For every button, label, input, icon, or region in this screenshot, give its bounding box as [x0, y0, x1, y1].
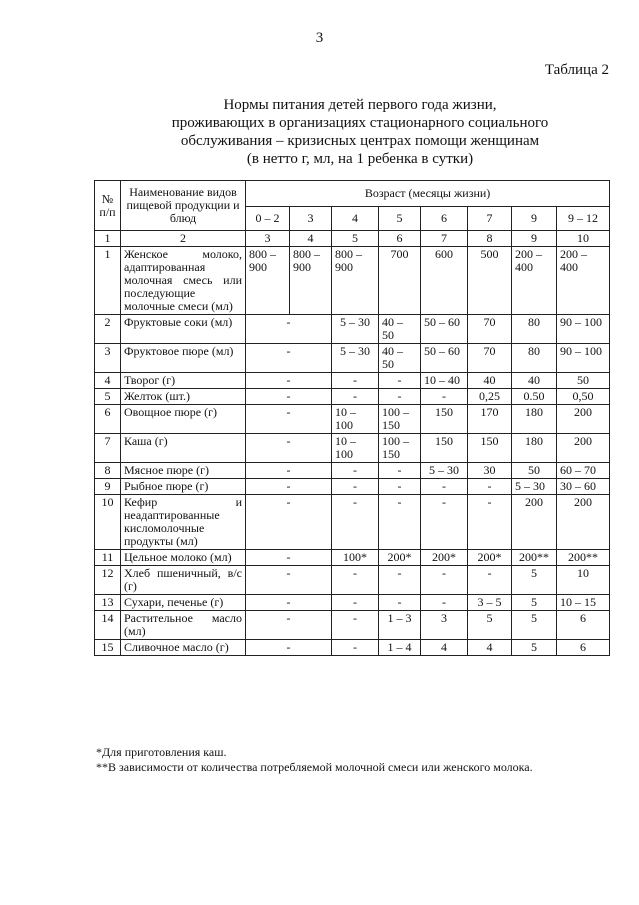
value-cell: 40 – 50: [379, 315, 421, 344]
value-cell-0-3: -: [246, 611, 332, 640]
title-line: (в нетто г, мл, на 1 ребенка в сутки): [246, 151, 474, 167]
age-col: 3: [290, 207, 332, 231]
value-cell: 150: [468, 434, 512, 463]
table-row: [95, 434, 610, 463]
value-cell: 10 – 100: [332, 434, 379, 463]
col-number: 10: [557, 231, 610, 247]
header-age: Возраст (месяцы жизни): [246, 181, 610, 207]
row-number: 13: [95, 595, 121, 611]
age-col: 6: [421, 207, 468, 231]
table-row: [95, 595, 610, 611]
table-row: [95, 640, 610, 656]
table-row: [95, 315, 610, 344]
row-number: 8: [95, 463, 121, 479]
value-cell: 30: [468, 463, 512, 479]
value-cell: -: [332, 611, 379, 640]
value-cell: -: [468, 479, 512, 495]
table-row: [95, 463, 610, 479]
header-row: [95, 181, 610, 207]
value-cell: 180: [512, 405, 557, 434]
row-number: 9: [95, 479, 121, 495]
value-cell: 4: [421, 640, 468, 656]
value-cell: 6: [557, 640, 610, 656]
product-name: Творог (г): [121, 373, 246, 389]
product-name: Кефир и неадаптированные кисломолочные продукты (мл): [121, 495, 246, 550]
value-cell: 5 – 30: [332, 344, 379, 373]
value-cell: 70: [468, 315, 512, 344]
value-cell: 180: [512, 434, 557, 463]
product-name: Женское молоко, адаптированная молочная смесь или последующие молочные смеси (мл): [121, 247, 246, 315]
product-name: Цельное молоко (мл): [121, 550, 246, 566]
age-col: 4: [332, 207, 379, 231]
table-row: [95, 344, 610, 373]
product-name: Фруктовое пюре (мл): [121, 344, 246, 373]
value-cell: -: [332, 640, 379, 656]
header-name: Наименование видов пищевой продукции и блюд: [121, 181, 246, 231]
value-cell: 800 – 900: [246, 247, 290, 315]
value-cell: 100*: [332, 550, 379, 566]
value-cell-0-3: -: [246, 405, 332, 434]
value-cell: 200: [557, 434, 610, 463]
value-cell: -: [332, 389, 379, 405]
row-number: 15: [95, 640, 121, 656]
value-cell: -: [332, 479, 379, 495]
value-cell: 50 – 60: [421, 315, 468, 344]
row-number: 4: [95, 373, 121, 389]
table-label: Таблица 2: [544, 62, 609, 78]
product-name: Мясное пюре (г): [121, 463, 246, 479]
table-row: [95, 611, 610, 640]
value-cell: 200*: [379, 550, 421, 566]
age-col: 0 – 2: [246, 207, 290, 231]
value-cell: 5 – 30: [332, 315, 379, 344]
value-cell: 40 – 50: [379, 344, 421, 373]
value-cell: 150: [421, 434, 468, 463]
value-cell: -: [379, 373, 421, 389]
page-number: 3: [315, 30, 324, 46]
value-cell: 0.50: [512, 389, 557, 405]
row-number: 11: [95, 550, 121, 566]
value-cell: -: [332, 595, 379, 611]
col-number: 9: [512, 231, 557, 247]
table-title: [90, 96, 630, 168]
product-name: Сливочное масло (г): [121, 640, 246, 656]
value-cell: 80: [512, 344, 557, 373]
age-col: 5: [379, 207, 421, 231]
product-name: Растительное масло (мл): [121, 611, 246, 640]
value-cell: 6: [557, 611, 610, 640]
age-col: 9 – 12: [557, 207, 610, 231]
value-cell: 90 – 100: [557, 315, 610, 344]
row-number: 6: [95, 405, 121, 434]
value-cell: -: [421, 566, 468, 595]
product-name: Фруктовые соки (мл): [121, 315, 246, 344]
row-number: 2: [95, 315, 121, 344]
value-cell: 200 – 400: [512, 247, 557, 315]
value-cell-0-3: -: [246, 595, 332, 611]
value-cell: 500: [468, 247, 512, 315]
row-number: 7: [95, 434, 121, 463]
row-number: 3: [95, 344, 121, 373]
col-number: 2: [121, 231, 246, 247]
value-cell: 30 – 60: [557, 479, 610, 495]
value-cell: 40: [512, 373, 557, 389]
value-cell: 70: [468, 344, 512, 373]
age-col: 7: [468, 207, 512, 231]
value-cell-0-3: -: [246, 640, 332, 656]
value-cell: 60 – 70: [557, 463, 610, 479]
value-cell: 5: [512, 640, 557, 656]
value-cell-0-3: -: [246, 373, 332, 389]
col-number: 4: [290, 231, 332, 247]
value-cell: 50: [557, 373, 610, 389]
col-number: 7: [421, 231, 468, 247]
value-cell: -: [332, 566, 379, 595]
product-name: Овощное пюре (г): [121, 405, 246, 434]
value-cell: 40: [468, 373, 512, 389]
value-cell: 100 – 150: [379, 434, 421, 463]
value-cell: -: [421, 495, 468, 550]
value-cell: 5 – 30: [512, 479, 557, 495]
value-cell: 5: [512, 595, 557, 611]
value-cell: 200: [512, 495, 557, 550]
col-number: 8: [468, 231, 512, 247]
table-row: [95, 247, 610, 315]
nutrition-norms-table: [94, 180, 610, 656]
value-cell-0-3: -: [246, 434, 332, 463]
row-number: 5: [95, 389, 121, 405]
value-cell: 200*: [421, 550, 468, 566]
product-name: Хлеб пшеничный, в/с (г): [121, 566, 246, 595]
value-cell: -: [332, 373, 379, 389]
title-line: проживающих в организациях стационарного социального: [171, 115, 549, 131]
age-col: 9: [512, 207, 557, 231]
value-cell: 200**: [557, 550, 610, 566]
value-cell: 170: [468, 405, 512, 434]
value-cell: 600: [421, 247, 468, 315]
value-cell-0-3: -: [246, 495, 332, 550]
row-number: 12: [95, 566, 121, 595]
row-number: 14: [95, 611, 121, 640]
footnote: **В зависимости от количества потребляемой молочной смеси или женского молока.: [96, 760, 533, 774]
value-cell: -: [379, 479, 421, 495]
value-cell: -: [379, 389, 421, 405]
col-number: 5: [332, 231, 379, 247]
table-row: [95, 479, 610, 495]
value-cell: -: [421, 595, 468, 611]
product-name: Каша (г): [121, 434, 246, 463]
value-cell: 0,25: [468, 389, 512, 405]
value-cell: 5: [468, 611, 512, 640]
value-cell: 50: [512, 463, 557, 479]
value-cell: -: [332, 495, 379, 550]
value-cell: -: [379, 463, 421, 479]
value-cell: 50 – 60: [421, 344, 468, 373]
value-cell: 0,50: [557, 389, 610, 405]
value-cell: 100 – 150: [379, 405, 421, 434]
value-cell-0-3: -: [246, 463, 332, 479]
row-number: 1: [95, 247, 121, 315]
title-line: Нормы питания детей первого года жизни,: [223, 97, 497, 113]
col-number: 6: [379, 231, 421, 247]
product-name: Сухари, печенье (г): [121, 595, 246, 611]
value-cell: -: [468, 566, 512, 595]
value-cell: 5: [512, 566, 557, 595]
value-cell: 800 – 900: [332, 247, 379, 315]
value-cell: -: [421, 389, 468, 405]
value-cell: 200: [557, 495, 610, 550]
col-number: 1: [95, 231, 121, 247]
value-cell: -: [421, 479, 468, 495]
table-row: [95, 373, 610, 389]
value-cell-0-3: -: [246, 389, 332, 405]
value-cell: 3 – 5: [468, 595, 512, 611]
value-cell: -: [332, 463, 379, 479]
footnote: *Для приготовления каш.: [96, 745, 227, 759]
value-cell-0-3: -: [246, 315, 332, 344]
header-num: № п/п: [95, 181, 121, 231]
value-cell: 1 – 3: [379, 611, 421, 640]
product-name: Желток (шт.): [121, 389, 246, 405]
value-cell: -: [468, 495, 512, 550]
title-line: обслуживания – кризисных центрах помощи женщинам: [180, 133, 540, 149]
value-cell: -: [379, 566, 421, 595]
value-cell: 5: [512, 611, 557, 640]
value-cell: 200 – 400: [557, 247, 610, 315]
value-cell: 5 – 30: [421, 463, 468, 479]
value-cell: 700: [379, 247, 421, 315]
value-cell: -: [379, 495, 421, 550]
product-name: Рыбное пюре (г): [121, 479, 246, 495]
value-cell: 4: [468, 640, 512, 656]
table-row: [95, 405, 610, 434]
value-cell: 150: [421, 405, 468, 434]
value-cell: 200**: [512, 550, 557, 566]
value-cell: -: [379, 595, 421, 611]
value-cell: 200: [557, 405, 610, 434]
value-cell-0-3: -: [246, 550, 332, 566]
value-cell: 1 – 4: [379, 640, 421, 656]
value-cell-0-3: -: [246, 344, 332, 373]
value-cell: 3: [421, 611, 468, 640]
value-cell: 10: [557, 566, 610, 595]
value-cell-0-3: -: [246, 479, 332, 495]
value-cell: 200*: [468, 550, 512, 566]
value-cell: 90 – 100: [557, 344, 610, 373]
table-row: [95, 495, 610, 550]
table-row: [95, 389, 610, 405]
value-cell: 10 – 40: [421, 373, 468, 389]
col-number: 3: [246, 231, 290, 247]
table-row: [95, 566, 610, 595]
value-cell: 10 – 100: [332, 405, 379, 434]
footnotes: [96, 745, 616, 775]
value-cell: 10 – 15: [557, 595, 610, 611]
column-number-row: [95, 231, 610, 247]
value-cell-0-3: -: [246, 566, 332, 595]
value-cell: 800 – 900: [290, 247, 332, 315]
table-row: [95, 550, 610, 566]
row-number: 10: [95, 495, 121, 550]
value-cell: 80: [512, 315, 557, 344]
